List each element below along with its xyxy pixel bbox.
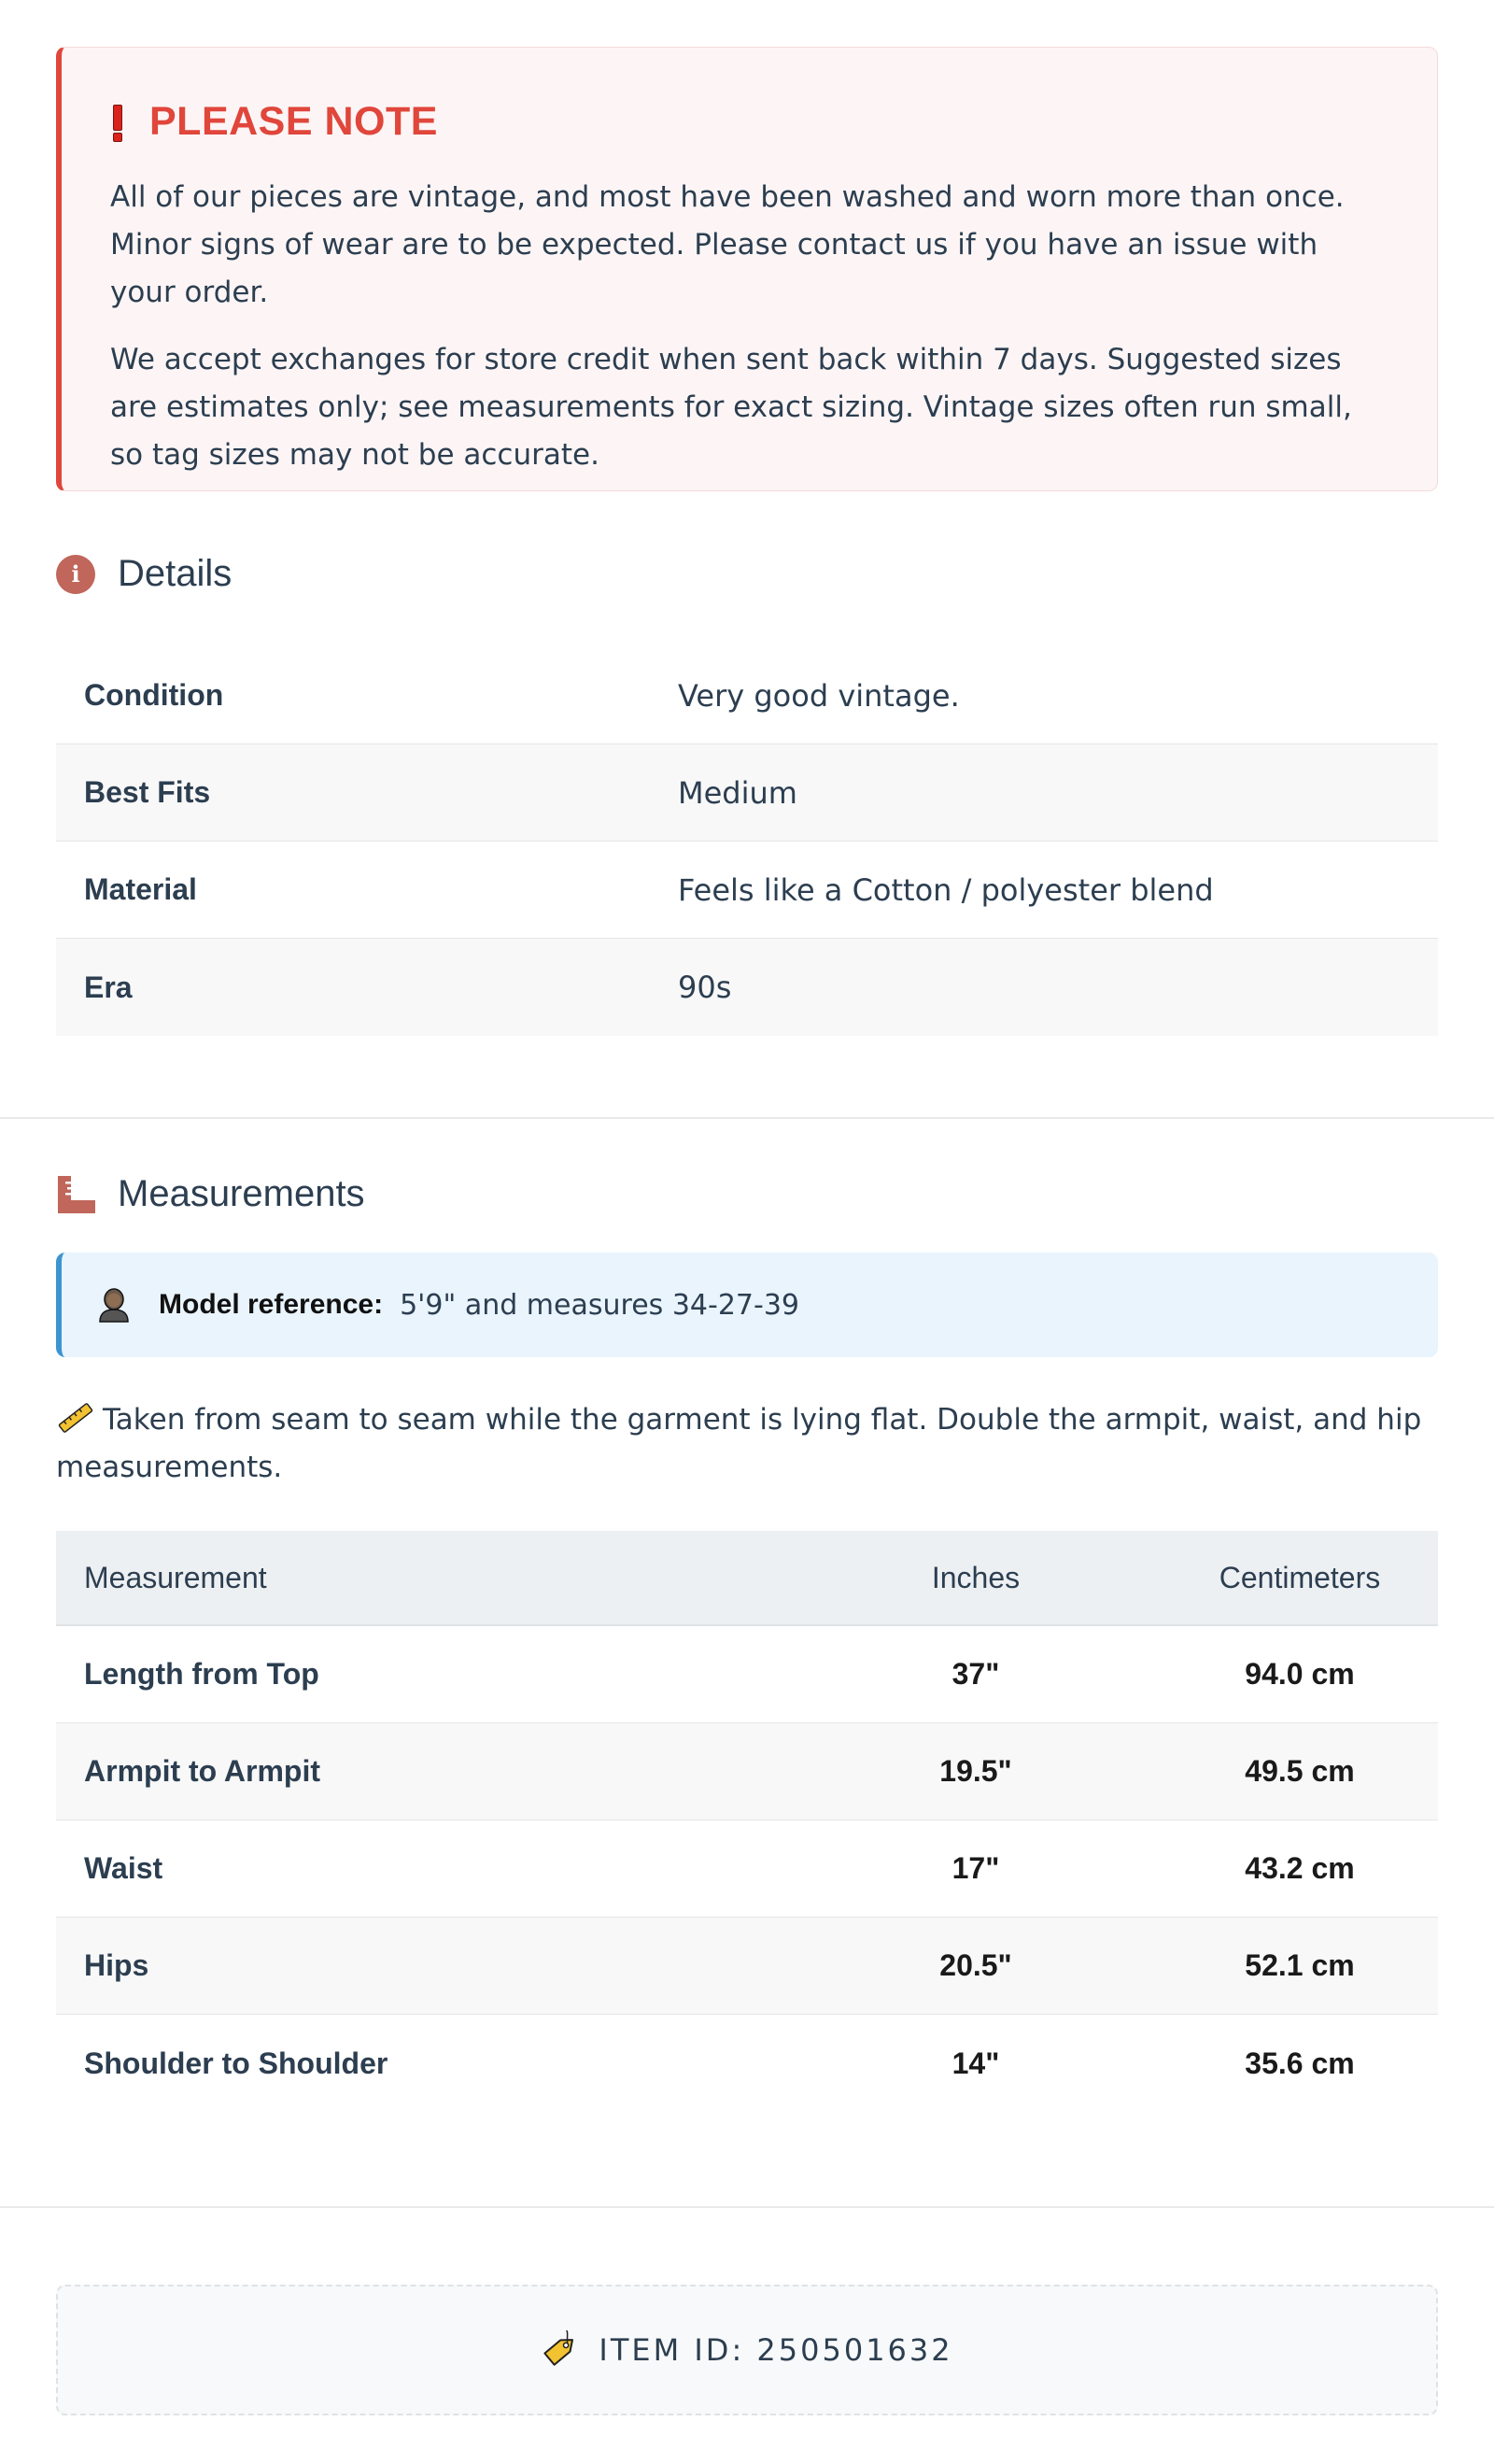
column-header-inches: Inches xyxy=(931,1560,1021,1594)
table-row xyxy=(56,1820,1438,1918)
measurement-note-text: Taken from seam to seam while the garment is lying flat. Double the armpit, waist, and hip measurements. xyxy=(56,1403,1422,1484)
measurement-cm: 49.5 cm xyxy=(1245,1754,1355,1788)
section-divider xyxy=(0,1117,1494,1119)
info-icon: i xyxy=(56,555,95,594)
details-value: Feels like a Cotton / polyester blend xyxy=(678,871,1214,908)
notice-title xyxy=(110,99,1390,144)
measurement-name: Waist xyxy=(84,1851,163,1885)
table-row xyxy=(56,1723,1438,1820)
table-row xyxy=(56,2015,1438,2112)
measurement-cm: 43.2 cm xyxy=(1245,1851,1355,1885)
details-label: Best Fits xyxy=(84,775,211,809)
details-value: Very good vintage. xyxy=(678,677,960,714)
ruler-pencil-icon xyxy=(56,1403,95,1433)
table-row xyxy=(56,1626,1438,1723)
details-row xyxy=(56,842,1438,939)
tag-icon xyxy=(541,2330,580,2370)
table-header xyxy=(56,1531,1438,1626)
exclamation-icon xyxy=(110,105,123,140)
measurement-name: Armpit to Armpit xyxy=(84,1754,321,1788)
table-body xyxy=(56,1626,1438,2112)
measurement-cm: 52.1 cm xyxy=(1245,1948,1355,1982)
measurement-name: Hips xyxy=(84,1948,149,1982)
measurement-inches: 20.5" xyxy=(939,1948,1012,1982)
details-value: Medium xyxy=(678,774,797,811)
model-reference-label: Model reference: xyxy=(159,1289,384,1320)
details-heading xyxy=(56,553,1438,595)
table-row xyxy=(56,1918,1438,2015)
column-header-centimeters: Centimeters xyxy=(1219,1560,1381,1594)
measurements-heading xyxy=(56,1173,1438,1215)
details-label: Material xyxy=(84,872,197,906)
measurement-inches: 37" xyxy=(951,1657,1000,1691)
measurement-name: Length from Top xyxy=(84,1657,319,1691)
ruler-icon xyxy=(56,1174,97,1215)
model-reference-value: 5'9" and measures 34-27-39 xyxy=(400,1288,799,1322)
measurement-cm: 94.0 cm xyxy=(1245,1657,1355,1691)
person-icon xyxy=(97,1287,131,1323)
details-table xyxy=(56,647,1438,1036)
item-id-text: ITEM ID: 250501632 xyxy=(599,2332,953,2368)
details-row xyxy=(56,647,1438,744)
details-label: Condition xyxy=(84,678,224,712)
notice-paragraph-1: All of our pieces are vintage, and most have been washed and worn more than once. Minor signs of wear are to be expected. Please contact us if you have an issue with your order. xyxy=(110,180,1345,309)
column-header-measurement: Measurement xyxy=(84,1560,267,1594)
details-value: 90s xyxy=(678,970,732,1005)
details-label: Era xyxy=(84,970,133,1004)
notice-title-text: PLEASE NOTE xyxy=(149,99,438,144)
model-reference-box xyxy=(56,1253,1438,1357)
notice-paragraph-2: We accept exchanges for store credit when sent back within 7 days. Suggested sizes are estimates only; see measurements for exact sizing. Vintage sizes often run small, so tag sizes may not be accurate. xyxy=(110,343,1352,472)
measurement-inches: 14" xyxy=(951,2046,1000,2080)
measurements-table xyxy=(56,1531,1438,2112)
section-divider xyxy=(0,2206,1494,2208)
measurement-name: Shoulder to Shoulder xyxy=(84,2046,388,2080)
details-row xyxy=(56,939,1438,1036)
measurements-heading-text: Measurements xyxy=(118,1173,365,1214)
measurement-inches: 19.5" xyxy=(939,1754,1012,1788)
please-note-box xyxy=(56,47,1438,491)
measurement-cm: 35.6 cm xyxy=(1245,2046,1355,2080)
details-row xyxy=(56,744,1438,842)
item-id-box xyxy=(56,2285,1438,2415)
measurement-inches: 17" xyxy=(951,1851,1000,1885)
details-heading-text: Details xyxy=(118,553,233,594)
measurement-note xyxy=(56,1396,1438,1492)
